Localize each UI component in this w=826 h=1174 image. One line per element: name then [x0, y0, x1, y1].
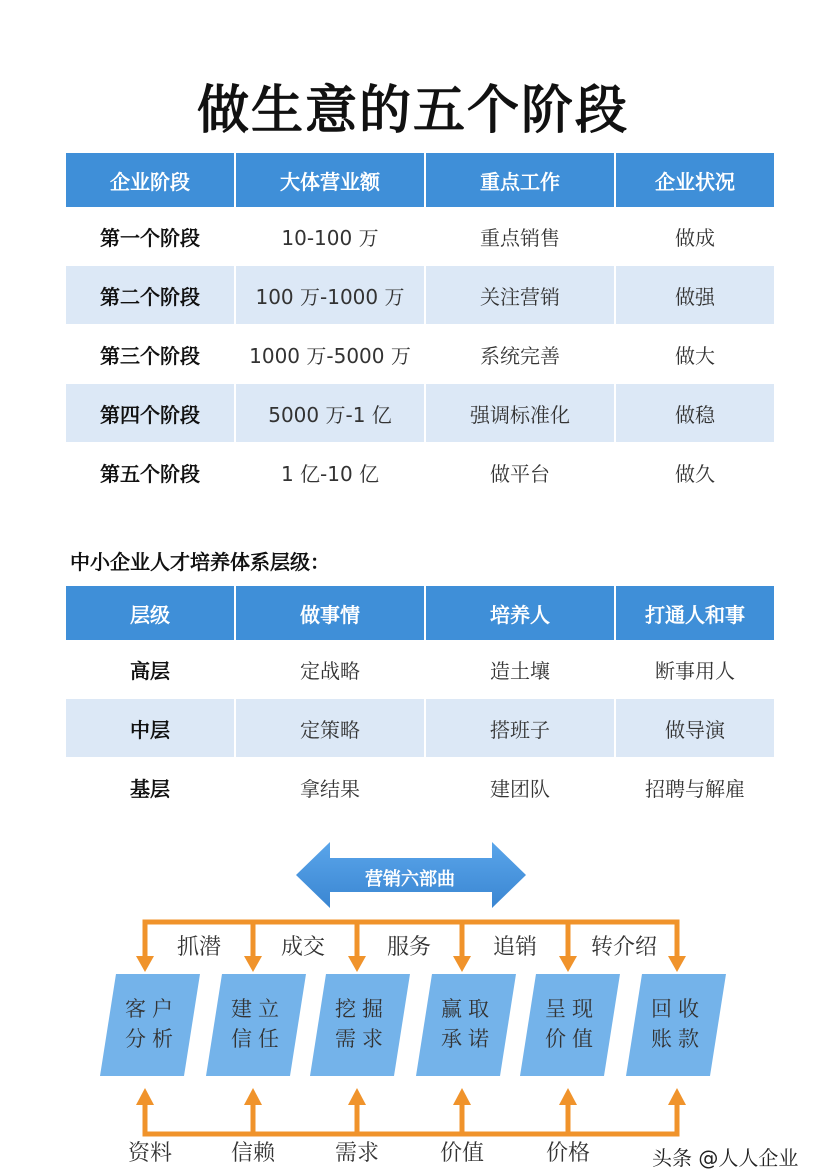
table-row [66, 443, 774, 502]
table-cell: 高层 [66, 640, 235, 699]
step-box-line: 承诺 [441, 1027, 495, 1051]
step-box-line: 建立 [231, 997, 285, 1021]
table-cell: 第一个阶段 [66, 207, 235, 266]
table-cell: 招聘与解雇 [615, 758, 774, 817]
table-cell: 关注营销 [425, 266, 615, 325]
step-box-line: 信任 [231, 1027, 285, 1051]
business-stages-table [66, 153, 774, 502]
step-box-label [208, 994, 308, 1054]
top-step-label: 抓潜 [176, 935, 221, 960]
step-box-label [522, 994, 622, 1054]
table-cell: 100 万-1000 万 [235, 266, 425, 325]
table-row [66, 640, 774, 699]
table-cell: 定策略 [235, 699, 425, 758]
step-box-line: 需求 [335, 1027, 389, 1051]
step-box-line: 回收 [651, 997, 705, 1021]
table-row [66, 266, 774, 325]
table-cell: 第四个阶段 [66, 384, 235, 443]
table-cell: 做导演 [615, 699, 774, 758]
table-cell: 做大 [615, 325, 774, 384]
marketing-six-steps-diagram [0, 830, 826, 1174]
top-step-label: 转介绍 [590, 935, 657, 960]
table-header-row [66, 153, 774, 207]
talent-levels-table [66, 586, 774, 817]
watermark: 头条 @人人企业 [652, 1146, 799, 1170]
column-header: 重点工作 [425, 153, 615, 207]
bottom-label: 价格 [545, 1141, 590, 1166]
column-header: 企业状况 [615, 153, 774, 207]
table-cell: 搭班子 [425, 699, 615, 758]
table-cell: 做成 [615, 207, 774, 266]
table-cell: 10-100 万 [235, 207, 425, 266]
step-box-line: 呈现 [545, 997, 599, 1021]
column-header: 打通人和事 [615, 586, 774, 640]
table-cell: 5000 万-1 亿 [235, 384, 425, 443]
column-header: 做事情 [235, 586, 425, 640]
step-box-line: 赢取 [441, 997, 495, 1021]
table-cell: 强调标准化 [425, 384, 615, 443]
table-cell: 1000 万-5000 万 [235, 325, 425, 384]
step-box-label [628, 994, 728, 1054]
table-cell: 1 亿-10 亿 [235, 443, 425, 502]
table-cell: 做久 [615, 443, 774, 502]
table-row [66, 758, 774, 817]
step-box-line: 账款 [651, 1027, 705, 1051]
column-header: 企业阶段 [66, 153, 235, 207]
table-cell: 造土壤 [425, 640, 615, 699]
step-box-line: 分析 [125, 1027, 179, 1051]
table-header-row [66, 586, 774, 640]
table-cell: 建团队 [425, 758, 615, 817]
bottom-arrow-bracket [145, 1102, 677, 1134]
table-cell: 基层 [66, 758, 235, 817]
bottom-label: 资料 [127, 1141, 172, 1166]
table-cell: 断事用人 [615, 640, 774, 699]
step-box-label [312, 994, 412, 1054]
table-row [66, 384, 774, 443]
table-row [66, 699, 774, 758]
table-cell: 拿结果 [235, 758, 425, 817]
table-cell: 做平台 [425, 443, 615, 502]
top-step-label: 成交 [280, 935, 325, 960]
table-cell: 做强 [615, 266, 774, 325]
table-cell: 第二个阶段 [66, 266, 235, 325]
step-box-line: 挖掘 [335, 997, 389, 1021]
page-title: 做生意的五个阶段 [196, 81, 629, 141]
top-step-label: 追销 [492, 935, 537, 960]
bottom-arrow-heads [136, 1088, 686, 1105]
table-cell: 重点销售 [425, 207, 615, 266]
column-header: 培养人 [425, 586, 615, 640]
bottom-label: 信赖 [230, 1141, 275, 1166]
step-box-label [102, 994, 202, 1054]
column-header: 层级 [66, 586, 235, 640]
bottom-label: 价值 [439, 1141, 484, 1166]
talent-section-title: 中小企业人才培养体系层级： [70, 550, 330, 574]
table-cell: 定战略 [235, 640, 425, 699]
step-box-label [418, 994, 518, 1054]
table-cell: 第三个阶段 [66, 325, 235, 384]
table-cell: 系统完善 [425, 325, 615, 384]
table-cell: 中层 [66, 699, 235, 758]
table-row [66, 325, 774, 384]
table-row [66, 207, 774, 266]
table-cell: 做稳 [615, 384, 774, 443]
step-box-line: 价值 [545, 1027, 599, 1051]
bottom-label: 需求 [334, 1141, 379, 1166]
column-header: 大体营业额 [235, 153, 425, 207]
top-step-label: 服务 [386, 935, 431, 960]
marketing-banner-label: 营销六部曲 [365, 869, 455, 890]
table-cell: 第五个阶段 [66, 443, 235, 502]
step-box-line: 客户 [125, 997, 179, 1021]
